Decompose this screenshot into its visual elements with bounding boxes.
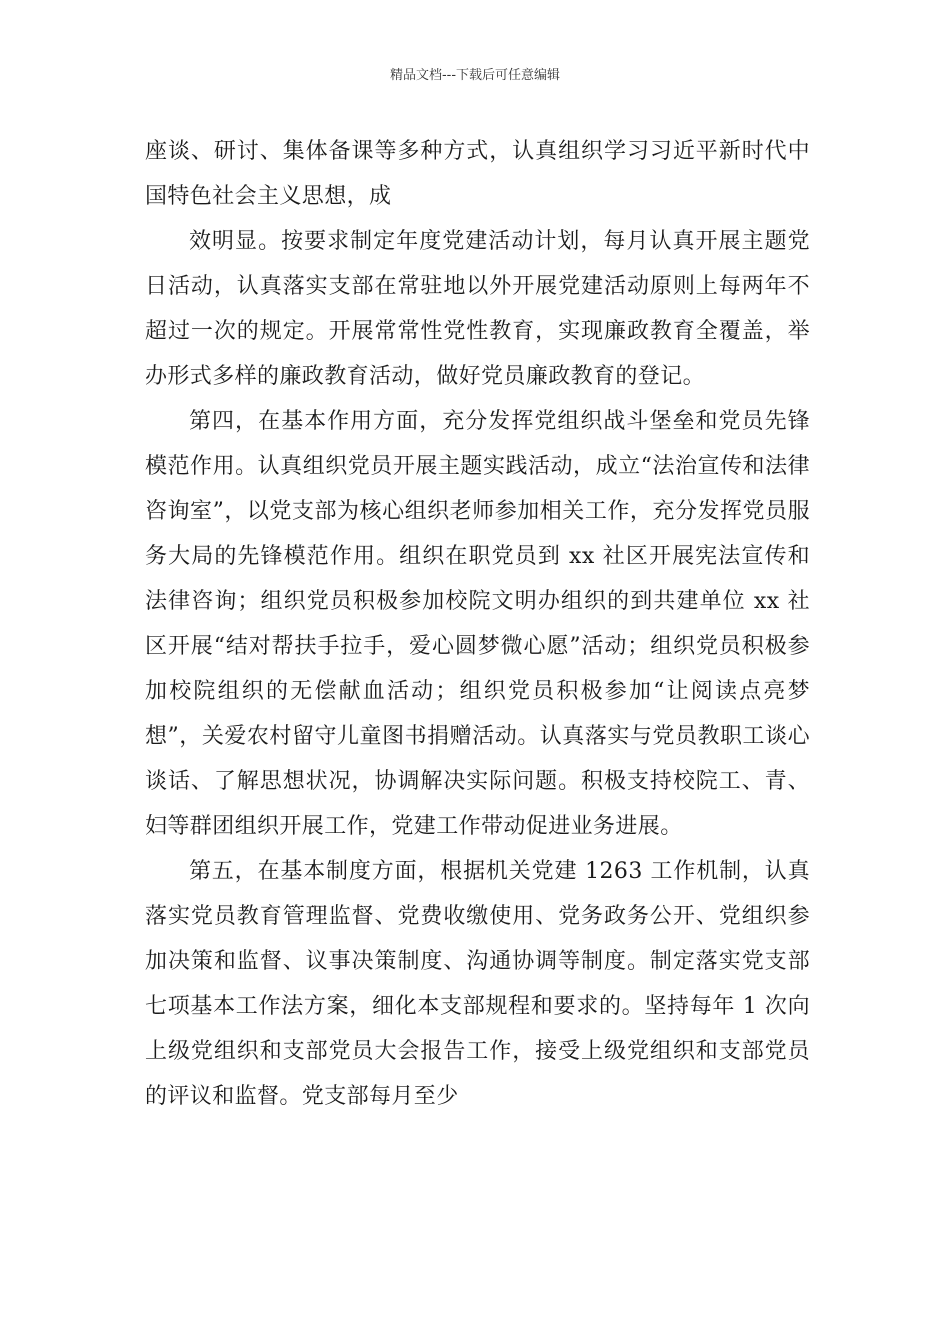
document-body <box>145 129 810 1119</box>
paragraph-continuation: 座谈、研讨、集体备课等多种方式，认真组织学习习近平新时代中国特色社会主义思想，成 <box>145 139 810 209</box>
page-header: 精品文档---下载后可任意编辑 <box>389 68 561 83</box>
paragraph-fourth-role: 第四，在基本作用方面，充分发挥党组织战斗堡垒和党员先锋模范作用。认真组织党员开展主题实践活动，成立“法治宣传和法律咨询室”，以党支部为核心组织老师参加相关工作，充分发挥党员服务大局的先锋模范作用。组织在职党员到 xx 社区开展宪法宣传和法律咨询；组织党员积极参加校院文明办组织的到共建单位 xx 社区开展“结对帮扶手拉手，爱心圆梦微心愿”活动；组织党员积极参加校院组织的无偿献血活动；组织党员积极参加“让阅读点亮梦想”，关爱农村留守儿童图书捐赠活动。认真落实与党员教职工谈心谈话、了解思想状况，协调解决实际问题。积极支持校院工、青、妇等群团组织开展工作，党建工作带动促进业务进展。 <box>145 409 810 839</box>
paragraph-fifth-system: 第五，在基本制度方面，根据机关党建 1263 工作机制，认真落实党员教育管理监督、党费收缴使用、党务政务公开、党组织参加决策和监督、议事决策制度、沟通协调等制度。制定落实党支部七项基本工作法方案，细化本支部规程和要求的。坚持每年 1 次向上级党组织和支部党员大会报告工作，接受上级党组织和支部党员的评议和监督。党支部每月至少 <box>145 859 810 1109</box>
paragraph-education: 效明显。按要求制定年度党建活动计划，每月认真开展主题党日活动，认真落实支部在常驻地以外开展党建活动原则上每两年不超过一次的规定。开展常常性党性教育，实现廉政教育全覆盖，举办形式多样的廉政教育活动，做好党员廉政教育的登记。 <box>145 229 810 389</box>
